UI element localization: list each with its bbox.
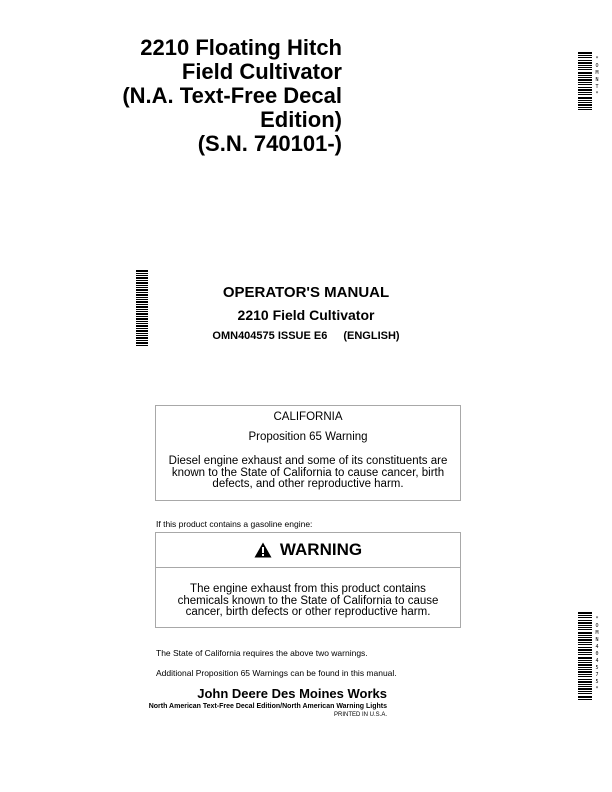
document-title [42,36,342,156]
title-line: Edition) [260,107,342,132]
bottom-barcode [578,612,592,712]
california-heading: CALIFORNIA [273,411,343,423]
top-barcode-chars: * O M N T * [595,56,599,97]
middle-barcode [136,270,148,370]
printed-note: PRINTED IN U.S.A. [333,712,387,718]
manual-subtitle: 2210 Field Cultivator [237,307,375,323]
proposition-65-heading: Proposition 65 Warning [248,431,368,443]
gasoline-engine-note: If this product contains a gasoline engine: [156,519,313,529]
edition-note: North American Text-Free Decal Edition/North American Warning Lights [148,703,387,710]
title-line: (S.N. 740101-) [197,131,342,156]
warning-header [156,533,460,568]
california-warning-text: Diesel engine exhaust and some of its constituents are known to the State of California to cause cancer, birth defects, and other reproductive harm. [168,455,448,490]
bottom-barcode-chars: * O M N 4 0 4 5 7 5 * [595,616,599,692]
title-line: 2210 Floating Hitch [140,35,342,60]
manual-title: OPERATOR'S MANUAL [222,284,390,301]
warning-heading: WARNING [279,540,363,559]
title-line: Field Cultivator [181,59,342,84]
additional-warnings-note: Additional Proposition 65 Warnings can be found in this manual. [156,668,397,678]
manual-number [156,330,456,342]
works-name: John Deere Des Moines Works [197,686,387,701]
top-barcode [578,52,592,122]
manual-language: (ENGLISH) [343,330,400,342]
required-warnings-note: The State of California requires the above two warnings. [156,648,368,658]
warning-text: The engine exhaust from this product contains chemicals known to the State of California to cause cancer, birth defects or other reproductive harm. [177,583,439,618]
warning-triangle-icon [254,542,272,558]
manual-issue: OMN404575 ISSUE E6 [212,330,328,342]
warning-box [155,532,461,628]
california-warning-box [155,405,461,501]
title-line: (N.A. Text-Free Decal [122,83,342,108]
